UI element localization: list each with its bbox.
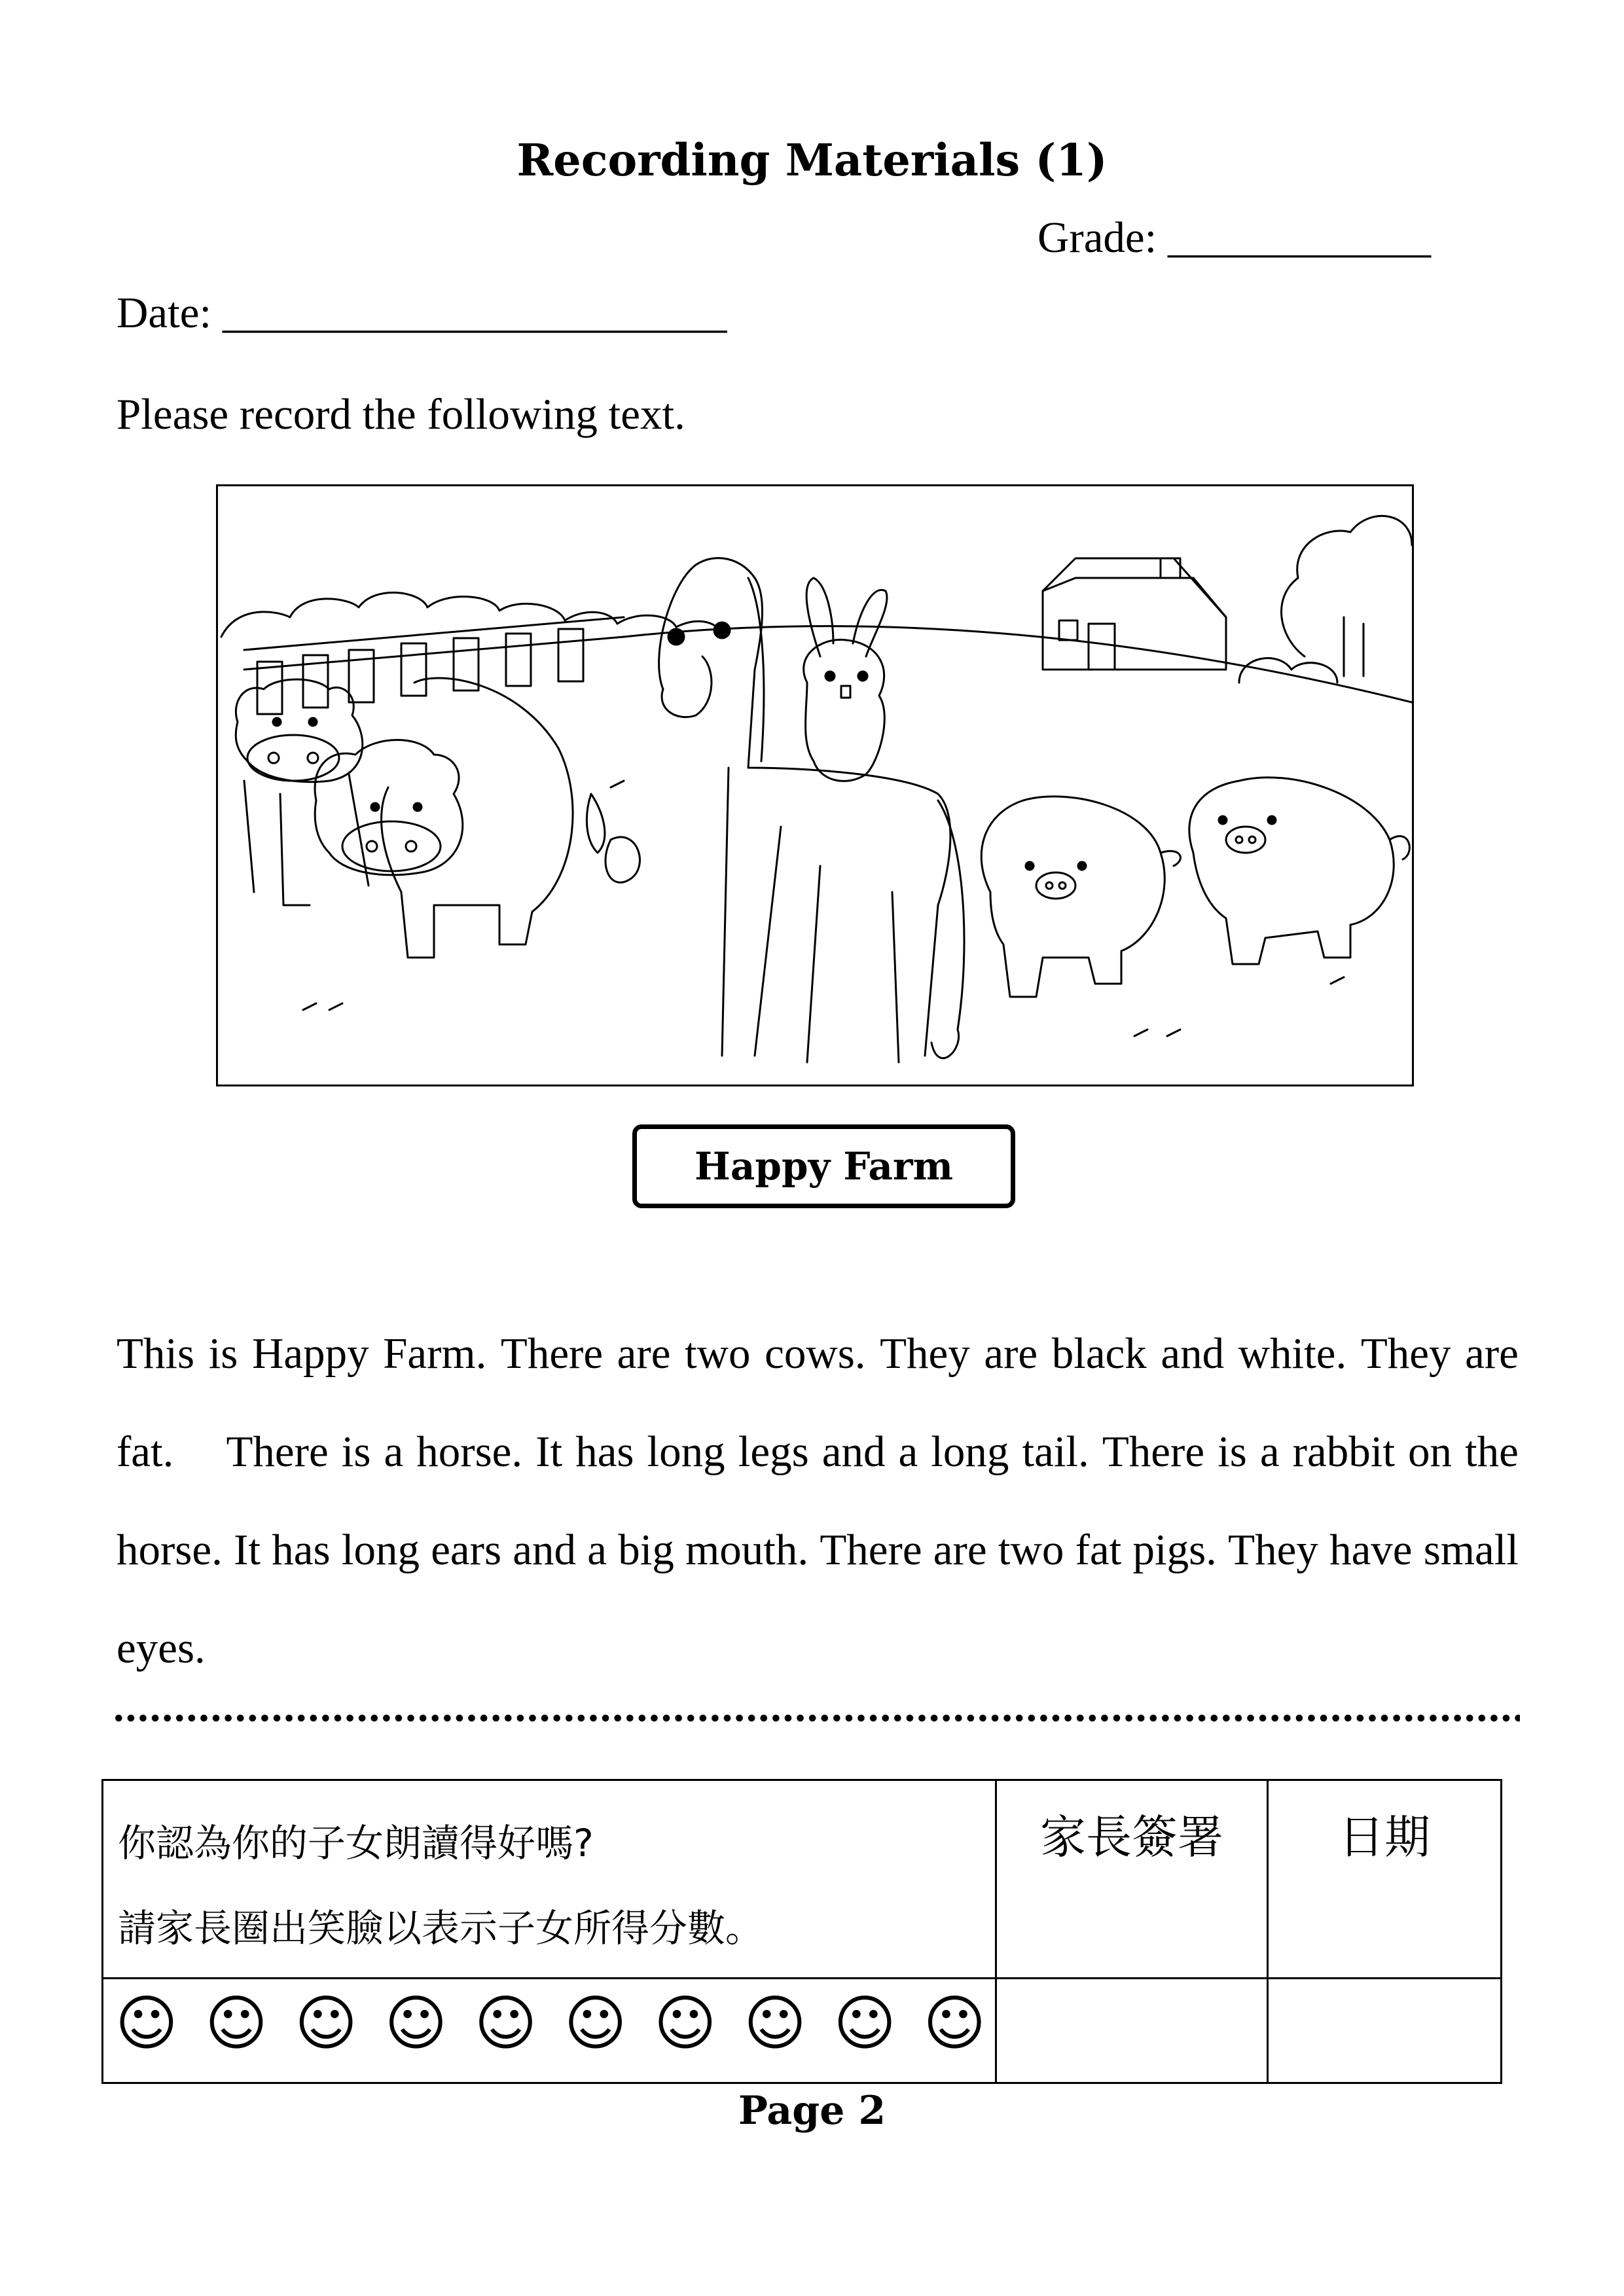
cow-icon	[315, 678, 640, 958]
instruction-text: Please record the following text.	[117, 390, 685, 439]
signature-cell[interactable]	[996, 1979, 1268, 2083]
pig-icon	[1189, 778, 1410, 964]
question-line-1: 你認為你的子女朗讀得好嗎?	[118, 1821, 594, 1865]
dotted-divider	[113, 1713, 1520, 1723]
page-title: Recording Materials (1)	[516, 134, 1108, 186]
question-line-2: 請家長圈出笑臉以表示子女所得分數。	[118, 1906, 764, 1950]
story-line-4: eyes.	[117, 1624, 206, 1672]
date-header: 日期	[1268, 1780, 1502, 1979]
smiley-rating-row[interactable]: ☺ ☺ ☺ ☺ ☺ ☺ ☺ ☺ ☺ ☺	[103, 1979, 996, 2083]
page-number: Page 2	[738, 2088, 886, 2134]
cow-icon	[236, 679, 369, 905]
signature-header: 家長簽署	[996, 1780, 1268, 1979]
story-line-1: This is Happy Farm. There are two cows. They are black and white. They are	[117, 1329, 1519, 1378]
grade-field[interactable]: Grade: ____________	[1038, 213, 1432, 262]
parent-feedback-table	[101, 1779, 1502, 2084]
story-line-3: horse. It has long ears and a big mouth. There are two fat pigs. They have small	[117, 1526, 1519, 1574]
rabbit-icon	[804, 578, 887, 781]
fence-icon	[244, 617, 624, 714]
house-icon	[1043, 558, 1226, 670]
farm-illustration	[216, 484, 1414, 1086]
tree-icon	[1239, 516, 1412, 683]
story-title-box: Happy Farm	[632, 1124, 1015, 1208]
pig-icon	[981, 797, 1180, 997]
date-cell[interactable]	[1268, 1979, 1502, 2083]
horse-icon	[659, 558, 964, 1062]
story-line-2: fat. There is a horse. It has long legs and a long tail. There is a rabbit on the	[117, 1427, 1519, 1476]
date-field[interactable]: Date: _______________________	[117, 289, 727, 337]
question-cell	[103, 1780, 996, 1979]
